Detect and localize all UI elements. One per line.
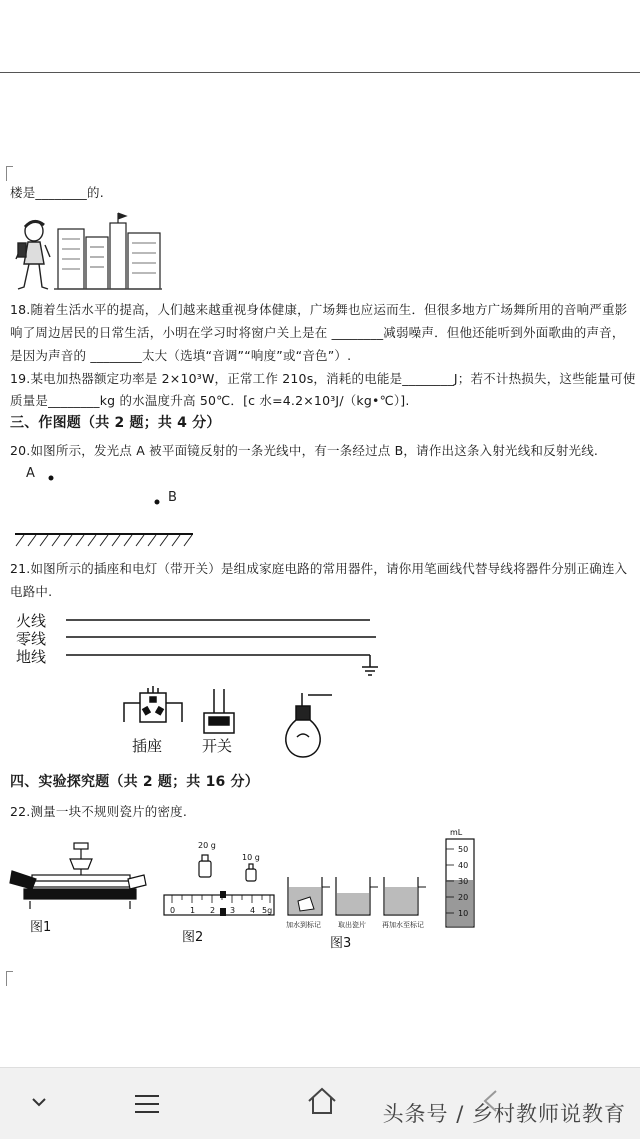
q18-line1: 18.随着生活水平的提高，人们越来越重视身体健康，广场舞也应运而生．但很多地方广场舞所用的音响严重影: [10, 302, 628, 317]
figure1-label: 图1: [30, 920, 52, 935]
q21-line1: 21.如图所示的插座和电灯（带开关）是组成家庭电路的常用器件，请你用笔画线代替导线将器件分别正确连入: [10, 561, 628, 576]
q22-text: 22.测量一块不规则瓷片的密度.: [10, 804, 188, 819]
q17-tail: 楼是________的.: [10, 185, 104, 200]
figure2-weights-scale: [162, 839, 280, 955]
neutral-wire-label: 零线: [16, 630, 47, 648]
bottom-nav-bar: [0, 1067, 640, 1139]
page-corner-mark: [6, 166, 13, 181]
mirror-hatching: [16, 535, 192, 546]
measuring-cylinder: [440, 823, 480, 931]
cylinder-tick-30: 30: [458, 877, 469, 886]
top-bar: [0, 0, 640, 73]
scale-tick-1: 1: [190, 906, 196, 915]
point-a-label: A: [26, 466, 35, 481]
cylinder-unit: mL: [450, 828, 463, 837]
home-icon[interactable]: [306, 1086, 338, 1116]
socket-label: 插座: [132, 737, 163, 755]
ground-wire-label: 地线: [16, 648, 47, 666]
cylinder-tick-40: 40: [458, 861, 469, 870]
cylinder-tick-20: 20: [458, 893, 469, 902]
socket-icon: [124, 686, 182, 722]
section3-title: 三、作图题（共 2 题；共 4 分）: [10, 415, 221, 431]
q19-line1: 19.某电加热器额定功率是 2×10³W，正常工作 210s，消耗的电能是________J；若不计热损失，这些能量可使: [10, 371, 636, 386]
q18-line3: 是因为声音的 ________太大（选填“音调”“响度”或“音色”）.: [10, 348, 352, 363]
q19-line2: 质量是________kg 的水温度升高 50℃．[c 水=4.2×10³J/（kg•℃）].: [10, 393, 410, 408]
beaker-step1-label: 加水到标记: [286, 921, 321, 929]
point-a: [49, 476, 54, 481]
page-corner-mark-bottom: [6, 971, 13, 986]
chevron-down-icon[interactable]: [30, 1096, 48, 1110]
scale-tick-0: 0: [170, 906, 176, 915]
menu-icon[interactable]: [133, 1093, 161, 1115]
bulb-icon: [286, 693, 332, 757]
section4-title: 四、实验探究题（共 2 题；共 16 分）: [10, 774, 259, 790]
q21-circuit-figure: [10, 609, 390, 759]
cylinder-tick-10: 10: [458, 909, 469, 918]
q18-line2: 响了周边居民的日常生活，小明在学习时将窗户关上是在 ________减弱噪声．但他还能听到外面歌曲的声音，: [10, 325, 625, 340]
point-b: [155, 500, 160, 505]
document-page: [0, 73, 640, 1067]
ground-symbol: [362, 655, 378, 675]
figure2-label: 图2: [182, 930, 204, 945]
q21-line2: 电路中.: [10, 584, 53, 599]
figure1-balance: [10, 839, 150, 939]
cylinder-water: [447, 880, 473, 926]
point-b-label: B: [168, 490, 177, 505]
q20-text: 20.如图所示，发光点 A 被平面镜反射的一条光线中，有一条经过点 B，请作出这条入射光线和反射光线.: [10, 443, 599, 458]
scale-tick-4: 4: [250, 906, 256, 915]
switch-label: 开关: [202, 737, 233, 755]
beaker-step3-label: 再加水至标记: [382, 921, 424, 929]
watermark-brand: 头条号 / 乡村教师说教育: [382, 1102, 626, 1126]
figure3-beakers: [284, 871, 434, 953]
figure3-label: 图3: [330, 936, 352, 951]
live-wire-label: 火线: [16, 612, 47, 630]
weight-20g-label: 20 g: [198, 841, 216, 850]
beaker-step2-label: 取出瓷片: [338, 921, 366, 929]
cylinder-tick-50: 50: [458, 845, 469, 854]
scale-tick-2: 2: [210, 906, 216, 915]
scale-tick-3: 3: [230, 906, 236, 915]
switch-icon: [204, 689, 234, 733]
q17-figure: [14, 209, 164, 301]
scale-tick-5g: 5g: [262, 906, 273, 915]
q20-mirror-figure: [10, 463, 210, 553]
weight-10g-label: 10 g: [242, 853, 260, 862]
